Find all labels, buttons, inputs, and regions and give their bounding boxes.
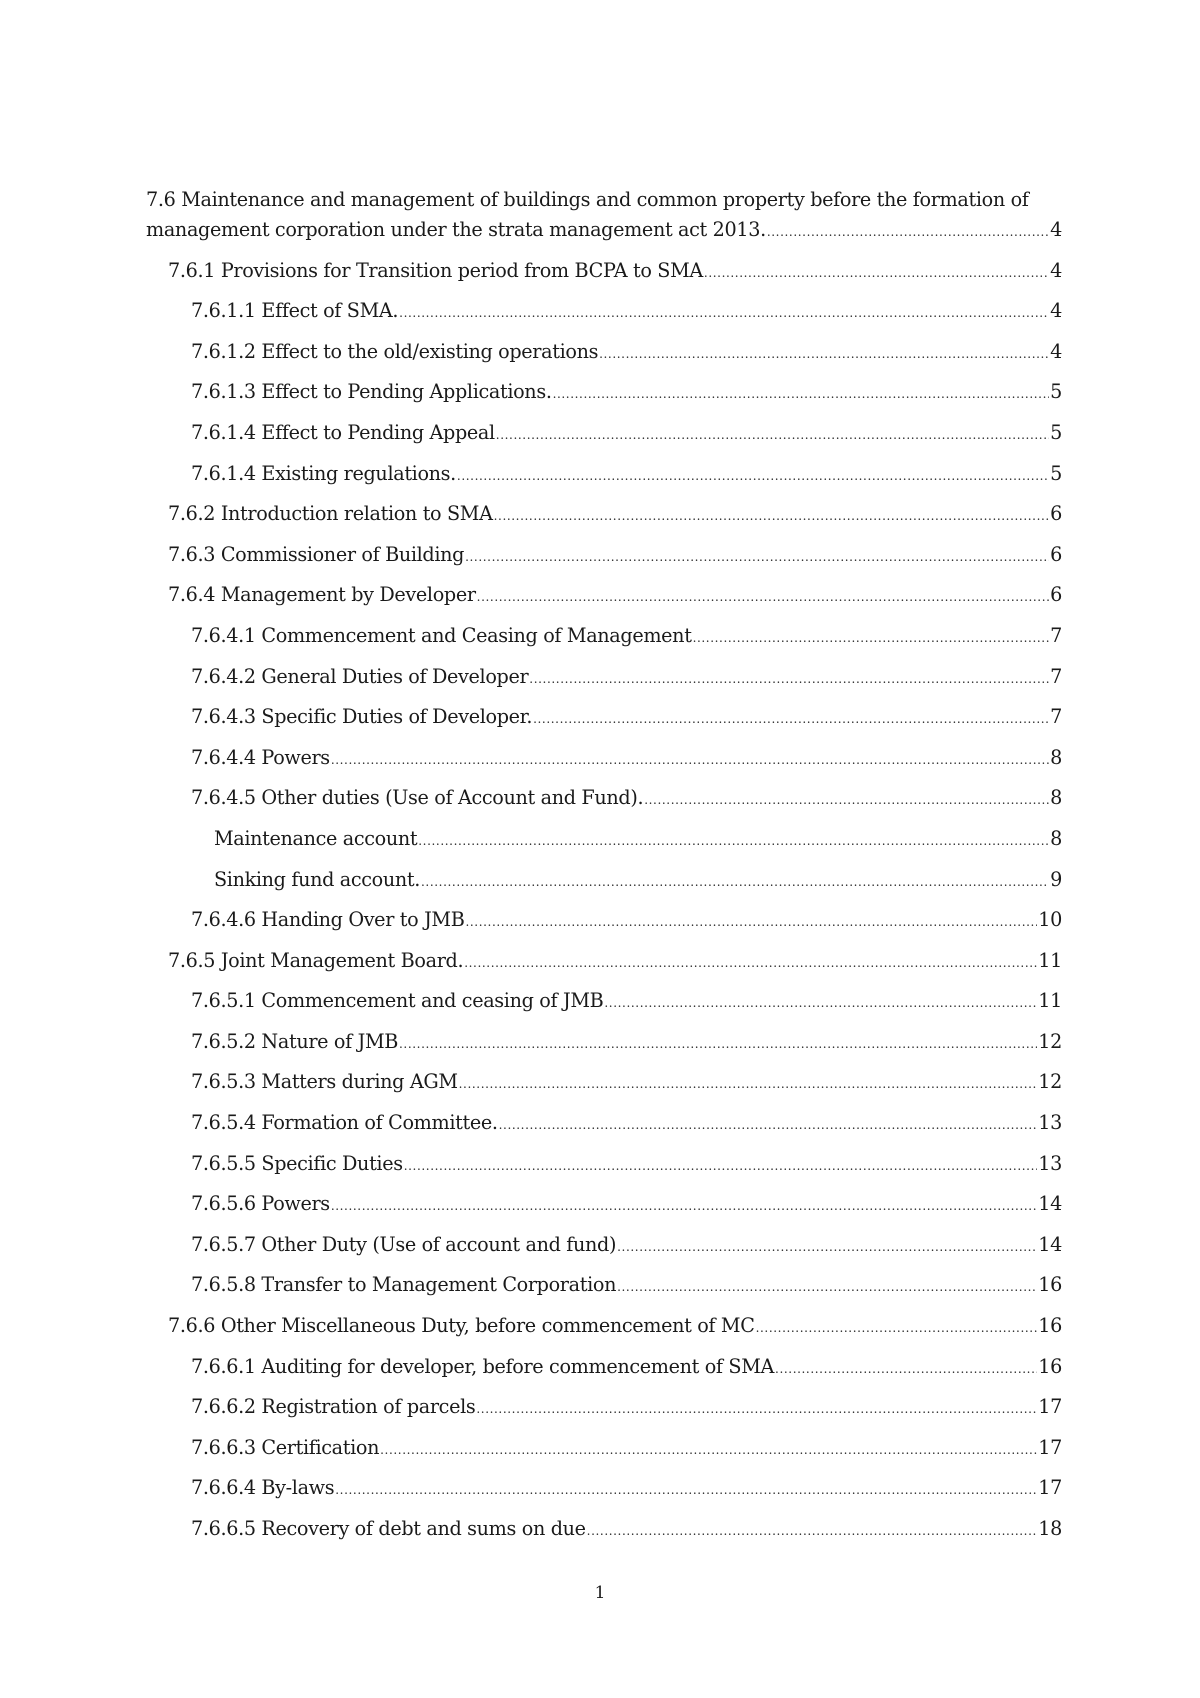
toc-entry[interactable] xyxy=(146,665,1062,706)
toc-dot-leader xyxy=(767,218,1049,241)
toc-entry-line xyxy=(146,188,1062,218)
toc-page-number: 17 xyxy=(1038,1395,1062,1419)
toc-entry-label: 7.6.5.5 Specific Duties xyxy=(191,1151,403,1175)
toc-entry-label: 7.6.5.7 Other Duty (Use of account and fund) xyxy=(191,1232,617,1256)
toc-entry-label: 7.6.2 Introduction relation to SMA xyxy=(168,502,493,526)
toc-dot-leader xyxy=(418,827,1049,850)
toc-page-number: 16 xyxy=(1038,1354,1062,1378)
toc-page-number: 10 xyxy=(1038,908,1062,932)
toc-page-number: 16 xyxy=(1038,1273,1062,1297)
toc-entry-label: Sinking fund account. xyxy=(214,867,420,891)
toc-dot-leader xyxy=(331,746,1049,769)
toc-entry[interactable] xyxy=(146,583,1062,624)
toc-entry-label: 7.6.6.5 Recovery of debt and sums on due xyxy=(191,1517,586,1540)
toc-page-number: 14 xyxy=(1038,1192,1062,1216)
toc-entry-label: 7.6.1.4 Effect to Pending Appeal xyxy=(191,420,495,444)
toc-dot-leader xyxy=(404,1152,1038,1175)
toc-entry-label: management corporation under the strata management act 2013. xyxy=(146,218,766,241)
toc-dot-leader xyxy=(331,1192,1037,1215)
toc-entry-label: 7.6.1.4 Existing regulations. xyxy=(191,461,456,485)
toc-page-number: 5 xyxy=(1050,380,1062,404)
toc-entry[interactable] xyxy=(146,543,1062,584)
toc-dot-leader xyxy=(775,1355,1037,1378)
toc-dot-leader xyxy=(399,1030,1037,1053)
toc-page-number: 4 xyxy=(1050,218,1062,241)
toc-entry[interactable] xyxy=(146,299,1062,340)
toc-entry-label: 7.6.6.3 Certification xyxy=(191,1435,380,1459)
toc-entry[interactable] xyxy=(146,340,1062,381)
toc-entry[interactable] xyxy=(146,746,1062,787)
toc-entry-label: 7.6.1.2 Effect to the old/existing operations xyxy=(191,339,599,363)
toc-page-number: 8 xyxy=(1050,826,1062,850)
toc-page-number: 6 xyxy=(1050,583,1062,607)
toc-page-number: 17 xyxy=(1038,1435,1062,1459)
toc-page-number: 18 xyxy=(1038,1517,1062,1540)
toc-dot-leader xyxy=(464,949,1037,972)
toc-page-number: 14 xyxy=(1038,1232,1062,1256)
toc-entry[interactable] xyxy=(146,1152,1062,1193)
toc-dot-leader xyxy=(465,908,1037,931)
toc-entry[interactable] xyxy=(146,1314,1062,1355)
toc-entry-label: 7.6.4 Management by Developer xyxy=(168,583,476,607)
toc-entry[interactable] xyxy=(146,827,1062,868)
toc-entry-label: 7.6.5.6 Powers xyxy=(191,1192,330,1216)
toc-page-number: 7 xyxy=(1050,705,1062,729)
toc-page-number: 5 xyxy=(1050,461,1062,485)
toc-entry[interactable] xyxy=(146,259,1062,300)
toc-page-number: 13 xyxy=(1038,1151,1062,1175)
table-of-contents xyxy=(146,188,1062,1558)
toc-entry-label: 7.6.5.1 Commencement and ceasing of JMB xyxy=(191,989,604,1013)
toc-entry[interactable] xyxy=(146,989,1062,1030)
toc-page-number: 7 xyxy=(1050,623,1062,647)
toc-dot-leader xyxy=(704,259,1049,282)
toc-dot-leader xyxy=(756,1314,1038,1337)
toc-entry-label: 7.6.6.2 Registration of parcels xyxy=(191,1395,476,1419)
toc-entry[interactable] xyxy=(146,1395,1062,1436)
toc-entry-label: 7.6.1 Provisions for Transition period from BCPA to SMA xyxy=(168,258,703,282)
toc-entry[interactable] xyxy=(146,502,1062,543)
toc-entry[interactable] xyxy=(146,1192,1062,1233)
toc-dot-leader xyxy=(476,1395,1037,1418)
toc-dot-leader xyxy=(380,1436,1037,1459)
toc-entry-label: 7.6.1.1 Effect of SMA. xyxy=(191,299,399,323)
toc-entry-label: 7.6.5.2 Nature of JMB xyxy=(191,1029,398,1053)
toc-dot-leader xyxy=(399,299,1049,322)
toc-entry-label: 7.6.1.3 Effect to Pending Applications. xyxy=(191,380,552,404)
toc-entry[interactable] xyxy=(146,1517,1062,1558)
toc-entry-label: 7.6.6 Other Miscellaneous Duty, before commencement of MC xyxy=(168,1314,755,1338)
toc-entry[interactable] xyxy=(146,218,1062,259)
toc-entry[interactable] xyxy=(146,705,1062,746)
toc-dot-leader xyxy=(617,1273,1037,1296)
toc-entry-label: 7.6.4.3 Specific Duties of Developer. xyxy=(191,705,533,729)
toc-page-number: 11 xyxy=(1038,948,1062,972)
toc-dot-leader xyxy=(457,462,1049,485)
toc-dot-leader xyxy=(644,786,1049,809)
toc-entry-label: 7.6.4.1 Commencement and Ceasing of Management xyxy=(191,623,692,647)
toc-page-number: 8 xyxy=(1050,786,1062,810)
toc-entry-label: 7.6 Maintenance and management of buildings and common property before the formation of xyxy=(146,188,1029,211)
toc-page-number: 4 xyxy=(1050,299,1062,323)
toc-page-number: 4 xyxy=(1050,258,1062,282)
toc-page-number: 17 xyxy=(1038,1476,1062,1500)
toc-dot-leader xyxy=(421,868,1049,891)
toc-page-number: 4 xyxy=(1050,339,1062,363)
toc-page-number: 11 xyxy=(1038,989,1062,1013)
toc-page-number: 9 xyxy=(1050,867,1062,891)
toc-dot-leader xyxy=(604,989,1037,1012)
toc-entry[interactable] xyxy=(146,1030,1062,1071)
toc-dot-leader xyxy=(617,1233,1037,1256)
toc-entry[interactable] xyxy=(146,908,1062,949)
toc-page-number: 5 xyxy=(1050,420,1062,444)
toc-entry-label: 7.6.5.3 Matters during AGM xyxy=(191,1070,458,1094)
toc-dot-leader xyxy=(459,1070,1038,1093)
toc-dot-leader xyxy=(335,1476,1037,1499)
toc-entry-label: 7.6.4.6 Handing Over to JMB xyxy=(191,908,465,932)
toc-page-number: 12 xyxy=(1038,1070,1062,1094)
toc-dot-leader xyxy=(494,502,1050,525)
toc-entry[interactable] xyxy=(146,1233,1062,1274)
toc-entry-label: 7.6.5.4 Formation of Committee. xyxy=(191,1111,498,1135)
toc-entry-label: 7.6.6.1 Auditing for developer, before commencement of SMA xyxy=(191,1354,775,1378)
toc-page-number: 16 xyxy=(1038,1314,1062,1338)
toc-entry[interactable] xyxy=(146,1355,1062,1396)
toc-page-number: 7 xyxy=(1050,664,1062,688)
toc-entry-label: 7.6.4.5 Other duties (Use of Account and Fund). xyxy=(191,786,644,810)
toc-entry[interactable] xyxy=(146,1273,1062,1314)
toc-entry[interactable] xyxy=(146,421,1062,462)
toc-entry-label: 7.6.5.8 Transfer to Management Corporation xyxy=(191,1273,617,1297)
toc-dot-leader xyxy=(693,624,1050,647)
toc-entry-label: 7.6.4.4 Powers xyxy=(191,745,330,769)
toc-page-number: 6 xyxy=(1050,502,1062,526)
toc-dot-leader xyxy=(529,665,1049,688)
toc-entry[interactable] xyxy=(146,1476,1062,1517)
toc-entry-label: 7.6.5 Joint Management Board. xyxy=(168,948,464,972)
toc-dot-leader xyxy=(553,380,1050,403)
toc-page-number: 13 xyxy=(1038,1111,1062,1135)
toc-entry-label: 7.6.4.2 General Duties of Developer xyxy=(191,664,529,688)
toc-entry[interactable] xyxy=(146,1111,1062,1152)
page-number: 1 xyxy=(594,1583,606,1603)
toc-entry[interactable] xyxy=(146,786,1062,827)
toc-page-number: 12 xyxy=(1038,1029,1062,1053)
toc-dot-leader xyxy=(599,340,1049,363)
toc-entry[interactable] xyxy=(146,462,1062,503)
toc-dot-leader xyxy=(499,1111,1038,1134)
toc-entry[interactable] xyxy=(146,380,1062,421)
toc-entry[interactable] xyxy=(146,1070,1062,1111)
toc-page-number: 6 xyxy=(1050,542,1062,566)
toc-dot-leader xyxy=(477,583,1049,606)
toc-entry[interactable] xyxy=(146,1436,1062,1477)
toc-dot-leader xyxy=(496,421,1049,444)
toc-entry[interactable] xyxy=(146,868,1062,909)
toc-page-number: 8 xyxy=(1050,745,1062,769)
toc-entry-label: 7.6.3 Commissioner of Building xyxy=(168,542,465,566)
toc-entry-label: Maintenance account xyxy=(214,826,418,850)
toc-dot-leader xyxy=(465,543,1049,566)
toc-dot-leader xyxy=(587,1517,1038,1540)
toc-entry[interactable] xyxy=(146,949,1062,990)
toc-entry[interactable] xyxy=(146,624,1062,665)
toc-dot-leader xyxy=(533,705,1049,728)
toc-entry-label: 7.6.6.4 By-laws xyxy=(191,1476,335,1500)
